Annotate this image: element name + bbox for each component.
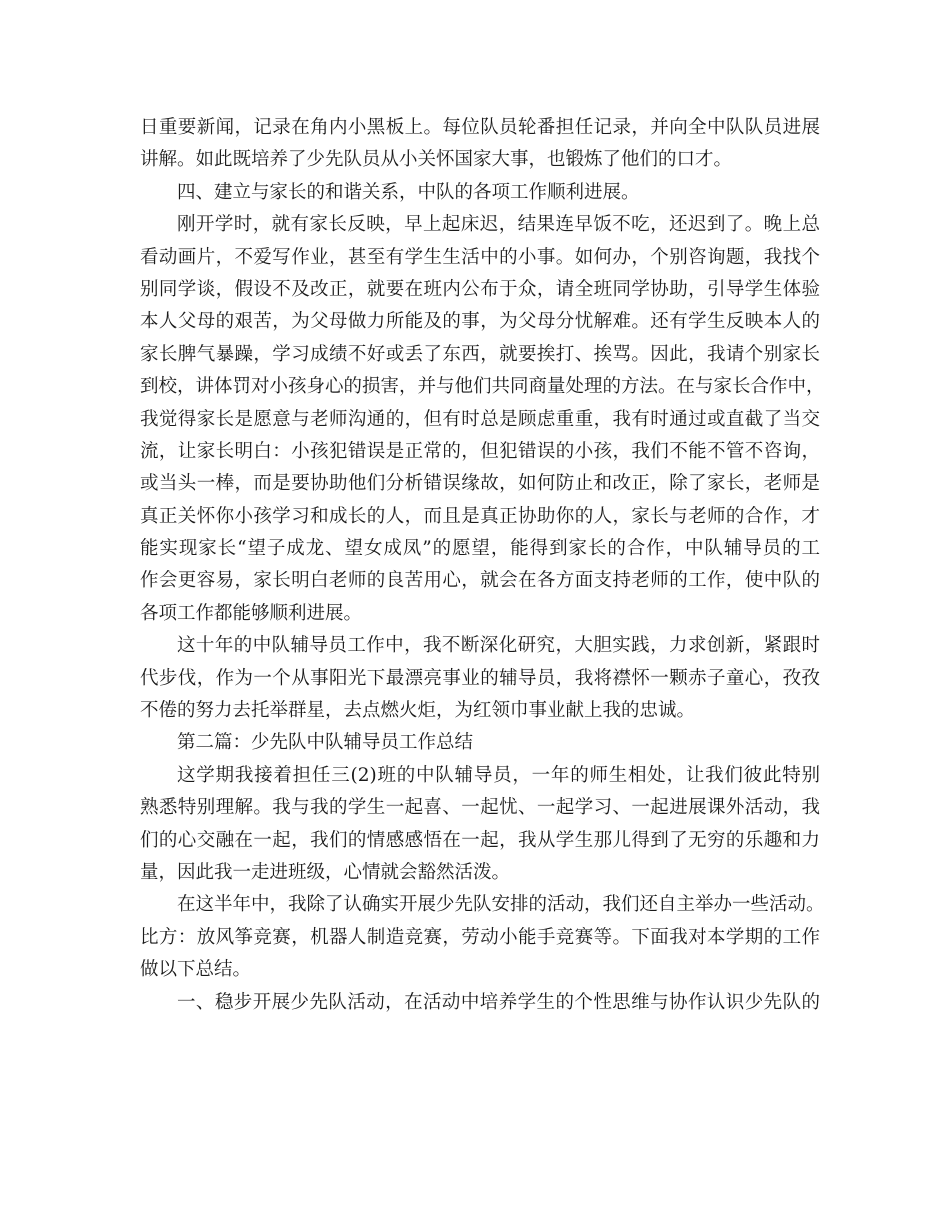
text-line: 讲解。如此既培养了少先队员从小关怀国家大事，也锻炼了他们的口才。: [140, 149, 733, 171]
text-line: 量，因此我一走进班级，心情就会豁然活泼。: [140, 861, 511, 883]
text-line: 真正关怀你小孩学习和成长的人，而且是真正协助你的人，家长与老师的合作，才: [140, 505, 820, 527]
text-line: 刚开学时，就有家长反映，早上起床迟，结果连早饭不吃，还迟到了。晚上总: [177, 214, 820, 236]
text-line: 各项工作都能够顺利进展。: [140, 602, 363, 624]
text-line: 们的心交融在一起，我们的情感感悟在一起，我从学生那儿得到了无穷的乐趣和力: [140, 829, 820, 851]
text-line: 做以下总结。: [140, 959, 252, 981]
text-line: 别同学谈，假设不及改正，就要在班内公布于众，请全班同学协助，引导学生体验: [140, 278, 820, 300]
text-line: 本人父母的艰苦，为父母做力所能及的事，为父母分忧解难。还有学生反映本人的: [140, 311, 820, 333]
text-line: 或当头一棒，而是要协助他们分析错误缘故，如何防止和改正，除了家长，老师是: [140, 473, 820, 495]
text-line: 日重要新闻，记录在角内小黑板上。每位队员轮番担任记录，并向全中队队员进展: [140, 117, 820, 138]
text-line: 在这半年中，我除了认确实开展少先队安排的活动，我们还自主举办一些活动。: [177, 894, 825, 916]
text-line: 代步伐，作为一个从事阳光下最漂亮事业的辅导员，我将襟怀一颗赤子童心，孜孜: [140, 667, 820, 689]
text-line: 作会更容易，家长明白老师的良苦用心，就会在各方面支持老师的工作，使中队的: [140, 570, 820, 592]
text-line: 这学期我接着担任三(2)班的中队辅导员，一年的师生相处，让我们彼此特别: [177, 764, 820, 786]
text-line: 看动画片，不爱写作业，甚至有学生生活中的小事。如何办，个别咨询题，我找个: [140, 246, 820, 268]
text-line: 比方：放风筝竞赛，机器人制造竞赛，劳动小能手竞赛等。下面我对本学期的工作: [140, 926, 820, 948]
document-body: [140, 112, 825, 1019]
text-line: 我觉得家长是愿意与老师沟通的，但有时总是顾虑重重，我有时通过或直截了当交: [140, 408, 820, 430]
text-line: 能实现家长“望子成龙、望女成凤”的愿望，能得到家长的合作，中队辅导员的工: [140, 538, 820, 560]
text-line: 熟悉特别理解。我与我的学生一起喜、一起忧、一起学习、一起进展课外活动，我: [140, 797, 820, 819]
text-line: 流，让家长明白：小孩犯错误是正常的，但犯错误的小孩，我们不能不管不咨询，: [140, 440, 820, 462]
text-line: 四、建立与家长的和谐关系，中队的各项工作顺利进展。: [177, 181, 640, 203]
text-line: 不倦的努力去托举群星，去点燃火炬，为红领巾事业献上我的忠诚。: [140, 700, 696, 722]
text-line: 这十年的中队辅导员工作中，我不断深化研究，大胆实践，力求创新，紧跟时: [177, 635, 820, 657]
text-line: 第二篇：少先队中队辅导员工作总结: [177, 732, 474, 754]
text-line: 家长脾气暴躁，学习成绩不好或丢了东西，就要挨打、挨骂。因此，我请个别家长: [140, 343, 820, 365]
text-line: 一、稳步开展少先队活动，在活动中培养学生的个性思维与协作认识少先队的: [177, 991, 820, 1013]
text-line: 到校，讲体罚对小孩身心的损害，并与他们共同商量处理的方法。在与家长合作中，: [140, 376, 825, 398]
